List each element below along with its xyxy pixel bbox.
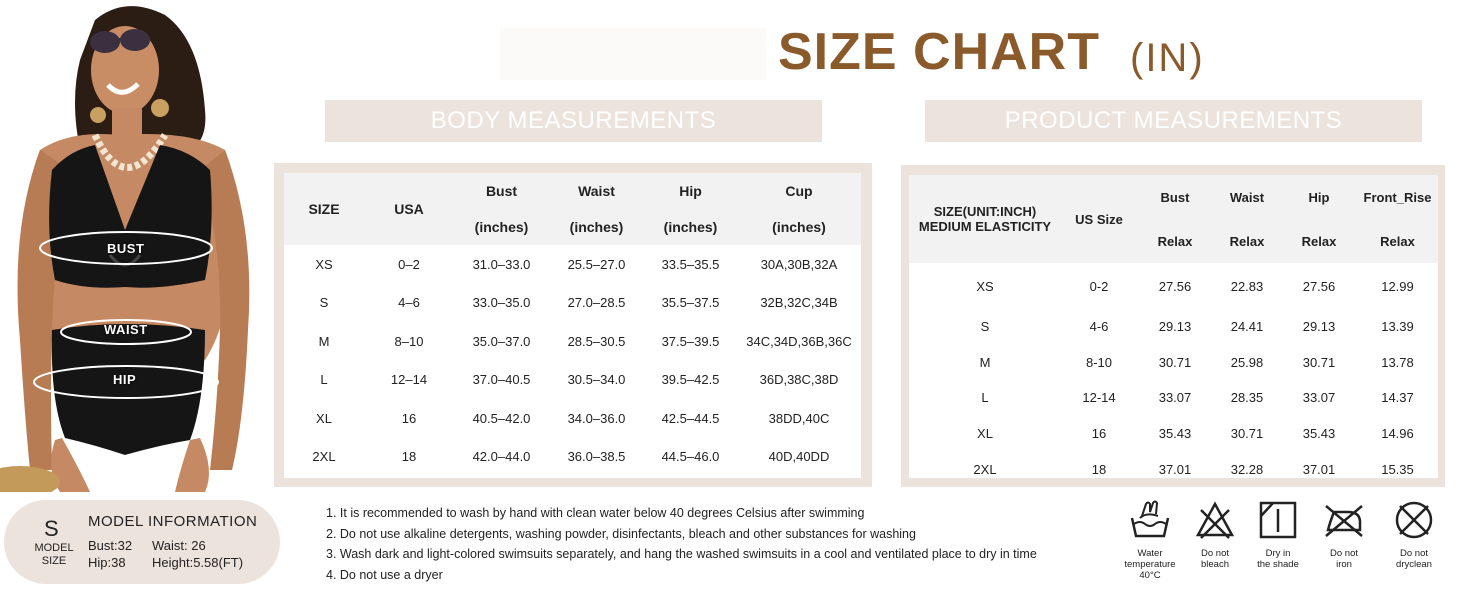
table-row xyxy=(909,309,1438,345)
product-table-container xyxy=(909,175,1438,478)
body-table-frame xyxy=(274,163,872,487)
table-cell: 8-10 xyxy=(1085,354,1113,370)
table-cell: 28.5–30.5 xyxy=(567,333,626,349)
model-photo xyxy=(0,0,262,492)
care-notes xyxy=(326,503,1086,585)
table-cell: 34C,34D,36B,36C xyxy=(746,333,852,349)
table-cell: 8–10 xyxy=(394,333,424,349)
care-caption-line: temperature xyxy=(1124,559,1176,570)
header-cell: Bust xyxy=(454,173,549,209)
header-cell: Relax xyxy=(1137,219,1213,263)
header-cell-line: SIZE(UNIT:INCH) xyxy=(933,204,1037,219)
model-info-title: MODEL INFORMATION xyxy=(88,513,258,530)
care-caption-line: Do not xyxy=(1330,548,1358,559)
header-cell: Hip xyxy=(1281,175,1357,219)
header-cell: SIZE xyxy=(284,173,364,245)
table-cell: 2XL xyxy=(312,449,336,465)
table-cell: 37.5–39.5 xyxy=(661,333,720,349)
table-cell: 35.43 xyxy=(1158,426,1192,442)
table-cell: 14.96 xyxy=(1381,426,1414,442)
care-caption xyxy=(1248,548,1308,570)
table-cell: 33.07 xyxy=(1158,390,1192,406)
table-cell: 35.5–37.5 xyxy=(661,295,720,311)
model-bust: Bust:32 xyxy=(88,538,133,553)
title-ghost-block xyxy=(500,28,766,80)
header-cell: Relax xyxy=(1213,219,1281,263)
table-cell: 0-2 xyxy=(1089,278,1109,294)
header-cell: (inches) xyxy=(644,209,737,245)
product-measurements-table xyxy=(909,175,1438,487)
table-cell: L xyxy=(320,372,328,388)
hand-wash-icon xyxy=(1128,500,1172,540)
care-item-no-bleach xyxy=(1185,500,1245,570)
header-cell: Relax xyxy=(1357,219,1438,263)
table-header-row xyxy=(284,173,861,209)
table-cell: 4–6 xyxy=(398,295,420,311)
model-waist: Waist: 26 xyxy=(152,538,206,553)
model-info-panel xyxy=(4,500,280,584)
header-cell: US Size xyxy=(1061,175,1137,263)
header-cell xyxy=(909,175,1061,263)
table-cell: 30.71 xyxy=(1302,354,1336,370)
header-cell: (inches) xyxy=(737,209,861,245)
table-cell: 18 xyxy=(401,449,417,465)
table-row xyxy=(909,380,1438,416)
header-cell: Waist xyxy=(549,173,644,209)
table-cell: 30A,30B,32A xyxy=(760,256,838,272)
table-cell: XL xyxy=(977,426,993,442)
table-cell: 33.07 xyxy=(1302,390,1336,406)
table-cell: M xyxy=(318,333,330,349)
title-unit: (IN) xyxy=(1130,36,1205,80)
table-cell: 12.99 xyxy=(1381,278,1414,294)
table-row xyxy=(284,322,861,361)
table-header-row xyxy=(909,175,1438,219)
product-measurements-banner: PRODUCT MEASUREMENTS xyxy=(925,100,1422,142)
header-cell: Front_Rise xyxy=(1357,175,1438,219)
care-caption-line: iron xyxy=(1336,559,1352,570)
table-cell: 30.71 xyxy=(1230,426,1264,442)
care-caption-line: Do not xyxy=(1201,548,1229,559)
care-caption-line: bleach xyxy=(1201,559,1229,570)
do-not-iron-icon xyxy=(1322,500,1366,540)
care-item-no-dryclean xyxy=(1384,500,1444,570)
table-cell: 29.13 xyxy=(1302,319,1336,335)
header-cell: USA xyxy=(364,173,454,245)
table-cell: 16 xyxy=(401,410,417,426)
table-cell: XS xyxy=(976,278,994,294)
care-caption xyxy=(1185,548,1245,570)
table-cell: 32B,32C,34B xyxy=(760,295,838,311)
table-cell: 13.39 xyxy=(1381,319,1414,335)
table-cell: 44.5–46.0 xyxy=(661,449,720,465)
table-row xyxy=(284,361,861,400)
care-caption xyxy=(1314,548,1374,570)
table-row xyxy=(284,245,861,284)
table-cell: 15.35 xyxy=(1381,461,1414,477)
body-measurements-table xyxy=(284,173,861,476)
header-cell: (inches) xyxy=(454,209,549,245)
table-cell: 12-14 xyxy=(1082,390,1116,406)
table-cell: 27.0–28.5 xyxy=(567,295,626,311)
table-cell: 35.43 xyxy=(1302,426,1336,442)
table-cell: M xyxy=(979,354,991,370)
care-caption-line: dryclean xyxy=(1396,559,1432,570)
table-cell: 42.5–44.5 xyxy=(661,410,720,426)
table-cell: 35.0–37.0 xyxy=(472,333,531,349)
table-cell: 30.71 xyxy=(1158,354,1192,370)
care-note: 4. Do not use a dryer xyxy=(326,567,443,582)
care-item-no-iron xyxy=(1314,500,1374,570)
product-table-frame xyxy=(901,165,1445,487)
care-note: 1. It is recommended to wash by hand with clean water below 40 degrees Celsius after swimming xyxy=(326,506,865,520)
table-cell: 0–2 xyxy=(398,256,420,272)
table-cell: 16 xyxy=(1091,426,1107,442)
header-cell: Bust xyxy=(1137,175,1213,219)
table-cell: 12–14 xyxy=(390,372,428,388)
table-cell: 42.0–44.0 xyxy=(472,449,531,465)
table-cell: 39.5–42.5 xyxy=(661,372,720,388)
header-cell-line: MEDIUM ELASTICITY xyxy=(918,219,1052,234)
table-cell: 37.01 xyxy=(1158,461,1192,477)
header-cell: Cup xyxy=(737,173,861,209)
table-cell: 22.83 xyxy=(1230,278,1264,294)
table-cell: 25.98 xyxy=(1230,354,1264,370)
care-caption-line: Water xyxy=(1137,548,1163,559)
table-cell: 37.01 xyxy=(1302,461,1336,477)
header-cell: (inches) xyxy=(549,209,644,245)
table-cell: 38DD,40C xyxy=(768,410,830,426)
table-row xyxy=(284,284,861,323)
table-cell: 14.37 xyxy=(1381,390,1414,406)
table-cell: 18 xyxy=(1091,461,1107,477)
header-cell: Hip xyxy=(644,173,737,209)
table-cell: 33.0–35.0 xyxy=(472,295,531,311)
model-size-caption: MODEL SIZE xyxy=(34,542,74,567)
table-cell: 36D,38C,38D xyxy=(759,372,839,388)
table-cell: 31.0–33.0 xyxy=(472,256,531,272)
care-item-hand-wash xyxy=(1120,500,1180,581)
table-cell: 4-6 xyxy=(1089,319,1109,335)
body-table-container xyxy=(284,173,861,478)
model-size-letter: S xyxy=(44,516,59,541)
body-measurements-banner: BODY MEASUREMENTS xyxy=(325,100,822,142)
table-cell: L xyxy=(981,390,989,406)
do-not-bleach-icon xyxy=(1195,500,1235,540)
header-cell: Waist xyxy=(1213,175,1281,219)
table-cell: XS xyxy=(315,256,333,272)
care-caption-line: the shade xyxy=(1257,559,1299,570)
table-row xyxy=(909,345,1438,381)
care-caption xyxy=(1384,548,1444,570)
table-row xyxy=(909,263,1438,309)
bust-measure-label: BUST xyxy=(107,241,145,256)
table-cell: 29.13 xyxy=(1158,319,1192,335)
table-cell: 32.28 xyxy=(1230,461,1264,477)
table-cell: 27.56 xyxy=(1158,278,1192,294)
table-row xyxy=(909,451,1438,487)
table-cell: S xyxy=(319,295,329,311)
page-title: SIZE CHART xyxy=(778,23,1100,81)
care-caption-line: Dry in xyxy=(1265,548,1291,559)
table-cell: 36.0–38.5 xyxy=(567,449,626,465)
table-cell: 25.5–27.0 xyxy=(567,256,626,272)
header-cell: Relax xyxy=(1281,219,1357,263)
model-hip: Hip:38 xyxy=(88,555,126,570)
table-cell: 37.0–40.5 xyxy=(472,372,531,388)
hip-measure-label: HIP xyxy=(113,372,137,387)
care-item-dry-shade xyxy=(1248,500,1308,570)
table-cell: 33.5–35.5 xyxy=(661,256,720,272)
table-cell: XL xyxy=(316,410,332,426)
table-row xyxy=(284,438,861,477)
care-caption-line: Do not xyxy=(1400,548,1428,559)
table-cell: 24.41 xyxy=(1230,319,1264,335)
care-caption xyxy=(1120,548,1180,581)
table-row xyxy=(909,416,1438,452)
table-cell: 28.35 xyxy=(1230,390,1264,406)
table-cell: 2XL xyxy=(973,461,997,477)
do-not-dryclean-icon xyxy=(1393,500,1435,540)
table-cell: 40D,40DD xyxy=(768,449,830,465)
waist-measure-label: WAIST xyxy=(104,322,148,337)
table-cell: 27.56 xyxy=(1302,278,1336,294)
model-height: Height:5.58(FT) xyxy=(152,555,244,570)
table-cell: 30.5–34.0 xyxy=(567,372,626,388)
care-note: 2. Do not use alkaline detergents, washing powder, disinfectants, bleach and other substances for washing xyxy=(326,526,916,541)
dry-in-shade-icon xyxy=(1258,500,1298,540)
table-cell: 34.0–36.0 xyxy=(567,410,626,426)
table-cell: 13.78 xyxy=(1381,354,1414,370)
care-note: 3. Wash dark and light-colored swimsuits separately, and hang the washed swimsuits in a cool and ventilated place to dry in time xyxy=(326,547,1037,561)
table-row xyxy=(284,399,861,438)
table-cell: S xyxy=(980,319,990,335)
table-cell: 40.5–42.0 xyxy=(472,410,531,426)
care-caption-line: 40°C xyxy=(1139,570,1161,581)
